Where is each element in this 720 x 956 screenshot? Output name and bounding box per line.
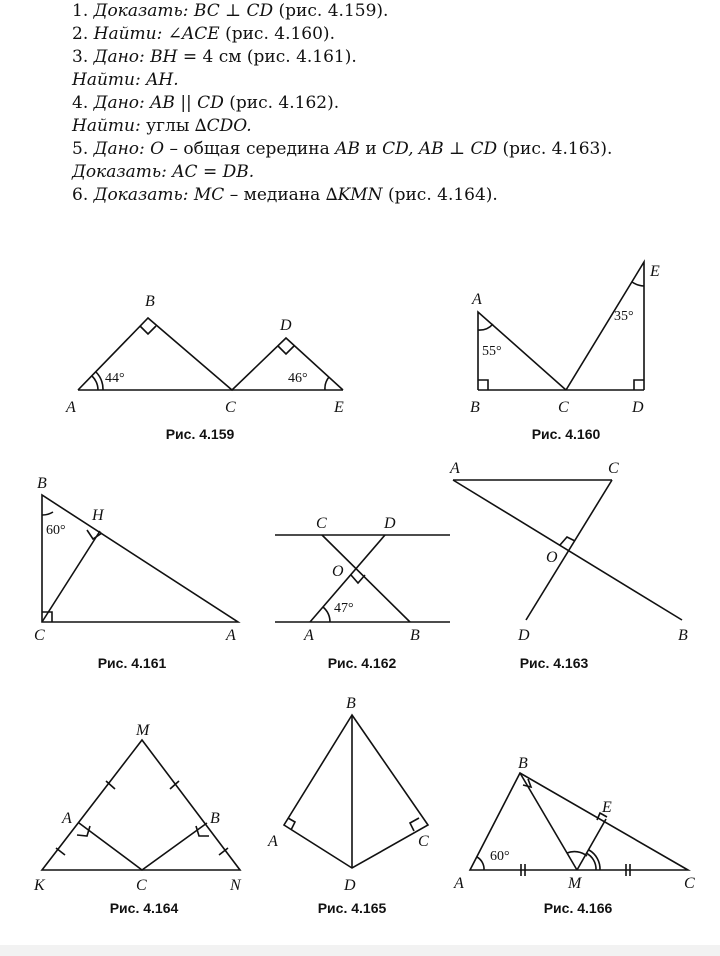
label-k: K (34, 877, 45, 894)
task-text: (рис. 4.160). (219, 24, 335, 44)
label-d: D (632, 399, 644, 416)
caption-4-166: Рис. 4.166 (543, 900, 613, 916)
label-b: B (145, 293, 155, 310)
label-a: A (268, 833, 278, 850)
task-text: CD, AB ⊥ CD (382, 139, 498, 159)
angle-a-value: 55° (482, 344, 502, 359)
task-text: Доказать: AC = DB. (72, 162, 255, 182)
task-text: (рис. 4.163). (497, 139, 613, 159)
label-a: A (450, 460, 460, 477)
label-a: A (472, 291, 482, 308)
label-c: C (34, 627, 45, 644)
label-d: D (280, 317, 292, 334)
task-number: 3. (72, 47, 94, 67)
task-text: и (359, 139, 383, 159)
figure-4-159 (60, 285, 360, 420)
label-b: B (346, 695, 356, 712)
task-number: 5. (72, 139, 94, 159)
footer-bar (0, 945, 720, 956)
task-number: 4. (72, 93, 94, 113)
angle-a-value: 47° (334, 601, 354, 616)
task-text: AB (335, 139, 360, 159)
task-number: 1. (72, 1, 94, 21)
task-line (72, 23, 712, 46)
label-e: E (602, 799, 612, 816)
label-a: A (66, 399, 76, 416)
figure-4-160 (460, 255, 680, 415)
figure-4-161 (30, 470, 250, 645)
task-text: BC ⊥ CD (188, 1, 274, 21)
label-m: M (136, 722, 150, 739)
task-line (72, 69, 712, 92)
task-text: = 4 см (рис. 4.161). (177, 47, 357, 67)
label-b: B (678, 627, 688, 644)
task-line (72, 92, 712, 115)
task-text: – общая середина (164, 139, 336, 159)
label-c: C (136, 877, 147, 894)
caption-4-162: Рис. 4.162 (327, 655, 397, 671)
label-h: H (92, 507, 104, 524)
task-text: (рис. 4.164). (382, 185, 498, 205)
label-d: D (344, 877, 356, 894)
label-c: C (225, 399, 236, 416)
task-text: ∠ACE (162, 24, 220, 44)
label-b: B (518, 755, 528, 772)
angle-e-value: 46° (288, 371, 308, 386)
label-c: C (558, 399, 569, 416)
angle-e-value: 35° (614, 309, 634, 324)
angle-a-value: 60° (490, 849, 510, 864)
task-text: (рис. 4.162). (223, 93, 340, 113)
task-text: – медиана ∆ (224, 185, 338, 205)
task-text: BH (144, 47, 178, 67)
label-d: D (518, 627, 530, 644)
label-a: A (304, 627, 314, 644)
label-b: B (470, 399, 480, 416)
label-a: A (454, 875, 464, 892)
label-c: C (684, 875, 695, 892)
caption-4-161: Рис. 4.161 (97, 655, 167, 671)
task-line (72, 161, 712, 184)
label-n: N (230, 877, 241, 894)
task-text: Дано: (93, 93, 145, 113)
task-text: Дано: (93, 47, 145, 67)
label-e: E (334, 399, 344, 416)
caption-4-163: Рис. 4.163 (519, 655, 589, 671)
caption-4-159: Рис. 4.159 (165, 426, 235, 442)
figure-4-165 (260, 685, 450, 900)
task-text: (рис. 4.159). (273, 1, 389, 21)
task-text: Найти: (72, 116, 141, 136)
label-d: D (384, 515, 396, 532)
angle-b-value: 60° (46, 523, 66, 538)
label-c: C (608, 460, 619, 477)
task-text: Дано: O (93, 139, 165, 159)
task-number: 6. (72, 185, 94, 205)
label-o: O (546, 549, 558, 566)
task-list (72, 0, 712, 207)
figure-4-162 (270, 510, 460, 645)
figure-4-166 (450, 750, 700, 895)
label-a: A (62, 810, 72, 827)
figure-4-163 (440, 455, 700, 650)
task-line (72, 46, 712, 69)
task-number: 2. (72, 24, 94, 44)
label-o: O (332, 563, 344, 580)
task-text: KMN (337, 185, 383, 205)
task-line (72, 184, 712, 207)
caption-4-165: Рис. 4.165 (317, 900, 387, 916)
task-text: AB || CD (144, 93, 224, 113)
label-c: C (316, 515, 327, 532)
task-line (72, 138, 712, 161)
label-e: E (650, 263, 660, 280)
task-text: углы ∆ (140, 116, 207, 136)
task-text: Найти: AH. (72, 70, 179, 90)
task-text: CDO. (206, 116, 252, 136)
label-b: B (37, 475, 47, 492)
figure-4-164 (30, 715, 250, 895)
label-m: M (568, 875, 582, 892)
label-a: A (226, 627, 236, 644)
caption-4-160: Рис. 4.160 (531, 426, 601, 442)
label-b: B (210, 810, 220, 827)
task-text: Доказать: MC (93, 185, 225, 205)
task-line (72, 0, 712, 23)
label-c: C (418, 833, 429, 850)
angle-a-value: 44° (105, 371, 125, 386)
task-line (72, 115, 712, 138)
task-text: Найти: (93, 24, 163, 44)
caption-4-164: Рис. 4.164 (109, 900, 179, 916)
label-b: B (410, 627, 420, 644)
task-text: Доказать: (93, 1, 189, 21)
